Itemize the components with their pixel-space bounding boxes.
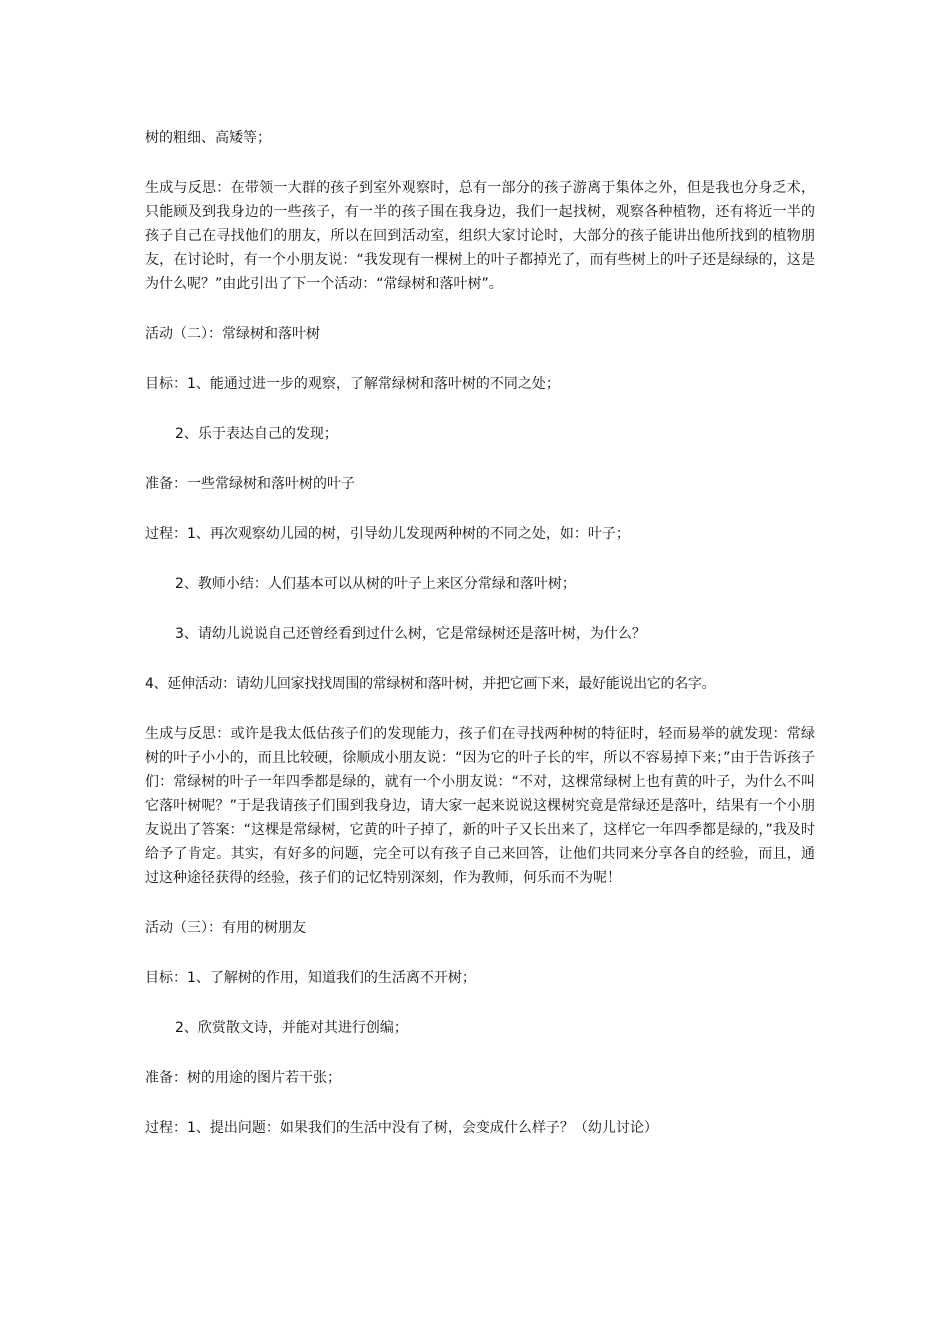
paragraph-extension-activity: 4、延伸活动：请幼儿回家找找周围的常绿树和落叶树，并把它画下来，最好能说出它的名字。: [145, 676, 716, 692]
paragraph-goal-3-1: 目标：1、了解树的作用，知道我们的生活离不开树；: [145, 970, 476, 986]
paragraph-prep-3: 准备：树的用途的图片若干张；: [145, 1070, 341, 1086]
paragraph-process-2-1: 过程：1、再次观察幼儿园的树，引导幼儿发现两种树的不同之处，如：叶子；: [145, 526, 630, 542]
document-page: [145, 126, 815, 1166]
paragraph-reflection-2: 生成与反思：或许是我太低估孩子们的发现能力，孩子们在寻找两种树的特征时，轻而易举的就发现：常绿树的叶子小小的，而且比较硬，徐顺成小朋友说：“因为它的叶子长的牢，所以不容易掉下来；”由于告诉孩子们：常绿树的叶子一年四季都是绿的，就有一个小朋友说：“不对，这棵常绿树上也有黄的叶子，为什么不叫它落叶树呢？”于是我请孩子们围到我身边，请大家一起来说说这棵树究竟是常绿还是落叶，结果有一个小朋友说出了答案：“这棵是常绿树，它黄的叶子掉了，新的叶子又长出来了，这样它一年四季都是绿的，”我及时给予了肯定。其实，有好多的问题，完全可以有孩子自己来回答，让他们共同来分享各自的经验，而且，通过这种途径获得的经验，孩子们的记忆特别深刻，作为教师，何乐而不为呢！: [145, 726, 815, 886]
paragraph-goal-2-2: 2、乐于表达自己的发现；: [175, 426, 338, 442]
heading-activity-2: 活动（二）：常绿树和落叶树: [145, 326, 320, 342]
paragraph-reflection-1: 生成与反思：在带领一大群的孩子到室外观察时，总有一部分的孩子游离于集体之外，但是我也分身乏术，只能顾及到我身边的一些孩子，有一半的孩子围在我身边，我们一起找树，观察各种植物，还有将近一半的孩子自己在寻找他们的朋友，所以在回到活动室，组织大家讨论时，大部分的孩子能讲出他所找到的植物朋友，在讨论时，有一个小朋友说：“我发现有一棵树上的叶子都掉光了，而有些树上的叶子还是绿绿的，这是为什么呢？”由此引出了下一个活动：“常绿树和落叶树”。: [145, 180, 815, 292]
paragraph-process-2-3: 3、请幼儿说说自己还曾经看到过什么树，它是常绿树还是落叶树，为什么？: [175, 626, 646, 642]
paragraph-process-3-1: 过程：1、提出问题：如果我们的生活中没有了树，会变成什么样子？（幼儿讨论）: [145, 1120, 658, 1136]
paragraph-process-2-2: 2、教师小结：人们基本可以从树的叶子上来区分常绿和落叶树；: [175, 576, 576, 592]
heading-activity-3: 活动（三）：有用的树朋友: [145, 920, 306, 936]
paragraph-prep-2: 准备：一些常绿树和落叶树的叶子: [145, 476, 355, 492]
paragraph-tree-thickness: 树的粗细、高矮等；: [145, 130, 271, 146]
paragraph-goal-2-1: 目标：1、能通过进一步的观察，了解常绿树和落叶树的不同之处；: [145, 376, 560, 392]
paragraph-goal-3-2: 2、欣赏散文诗，并能对其进行创编；: [175, 1020, 408, 1036]
